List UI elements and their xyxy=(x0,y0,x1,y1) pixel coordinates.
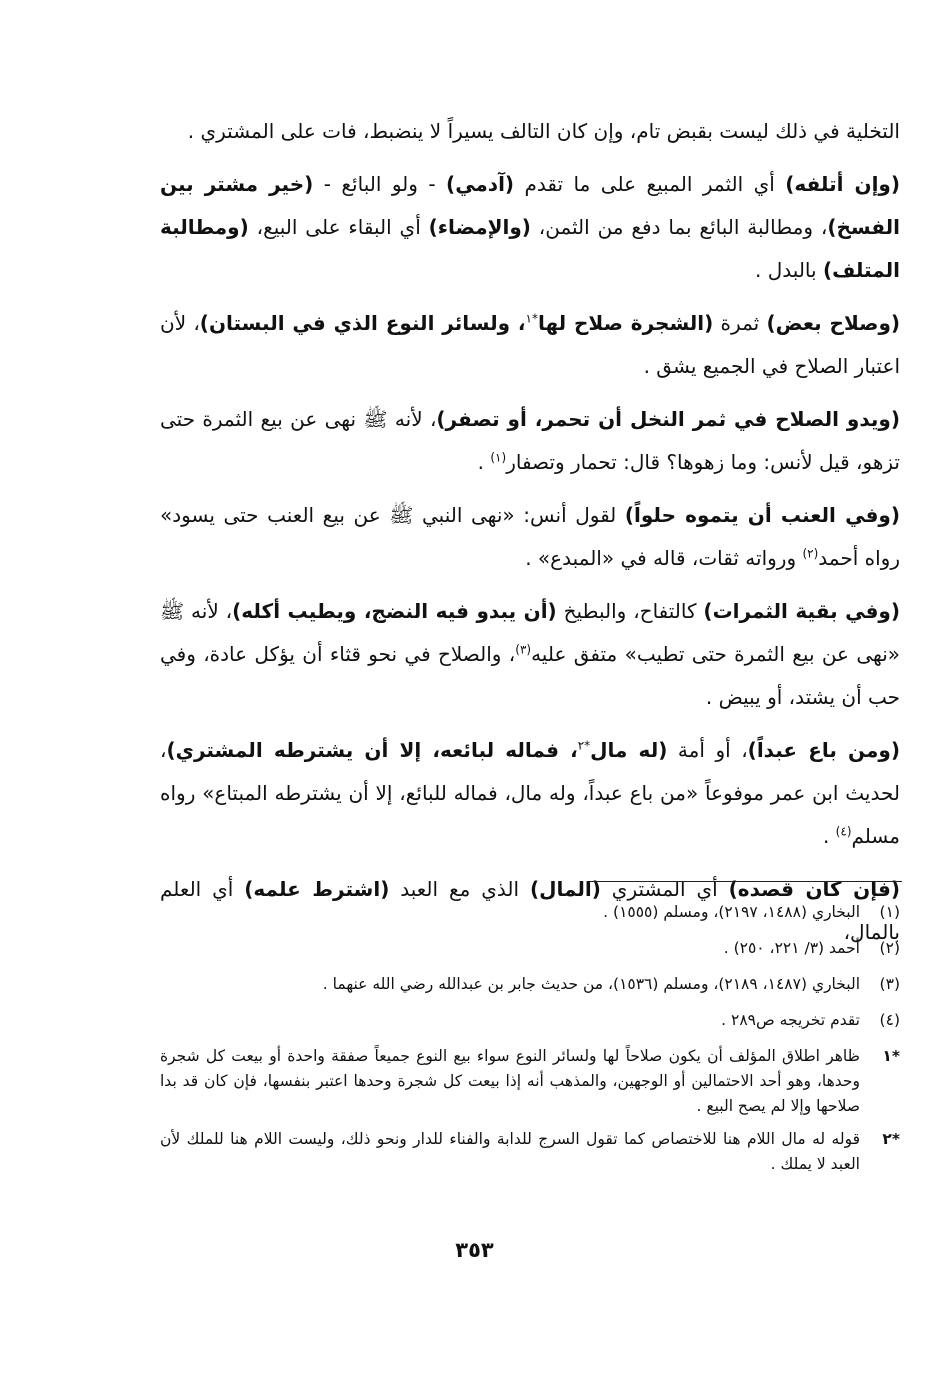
matn-phrase: (ويدو الصلاح في ثمر النخل أن تحمر، أو تصفر) xyxy=(436,407,900,431)
footnote-number: (١) xyxy=(879,903,900,921)
text-run: ورواته ثقات، قاله في «المبدع» . xyxy=(525,546,803,570)
matn-phrase: (وفي بقية الثمرات) xyxy=(703,599,901,623)
text-run: ثمرة xyxy=(713,311,767,335)
matn-phrase: (وفي العنب أن يتموه حلواً) xyxy=(624,503,901,527)
footnotes xyxy=(160,900,900,1185)
footnote-text: تقدم تخريجه ص٢٨٩ . xyxy=(721,1011,860,1029)
text-run: ، لحديث ابن عمر موفوعاً «من باع عبداً، وله مال، فماله للبائع، إلا أن يشترطه المبتاع» رواه مسلم xyxy=(160,738,900,848)
star-note-text: قوله له مال اللام هنا للاختصاص كما تقول السرج للدابة والفناء للدار ونحو ذلك، وليست اللام هنا للملك لأن العبد لا يملك . xyxy=(160,1130,860,1173)
text-run: ، أو أمة xyxy=(667,738,748,762)
footnote-marker[interactable]: (٤) xyxy=(835,824,852,839)
matn-phrase: (والإمضاء) xyxy=(428,215,531,239)
matn-phrase: (فإن كان قصده) xyxy=(728,877,900,901)
matn-phrase: (اشترط علمه) xyxy=(244,877,390,901)
text-run: ، والصلاح في نحو قثاء أن يؤكل عادة، وفي حب أن يشتد، أو يبيض . xyxy=(160,642,900,709)
text-run: . xyxy=(477,450,491,474)
text-run: بالبدل . xyxy=(755,258,823,282)
footnote-marker[interactable]: *١ xyxy=(525,311,538,326)
text-run: كالتفاح، والبطيخ xyxy=(556,599,704,623)
matn-phrase: (وصلاح بعض) xyxy=(766,311,901,335)
page-number: ٣٥٣ xyxy=(455,1238,494,1262)
matn-phrase: (أن يبدو فيه النضج، ويطيب أكله) xyxy=(232,599,557,623)
text-run: أي المشتري xyxy=(600,877,729,901)
footnote xyxy=(160,972,900,997)
text-run: ، لأنه ﷺ «نهى عن بيع الثمرة حتى تطيب» متفق عليه xyxy=(160,599,901,666)
text-run: ، لأنه ﷺ نهى عن بيع الثمرة حتى تزهو، قيل لأنس: وما زهوها؟ قال: تحمار وتصفار xyxy=(160,407,900,474)
matn-phrase: (له مال xyxy=(590,738,668,762)
paragraph-3 xyxy=(160,302,900,388)
footnote-marker[interactable]: *٢ xyxy=(577,738,591,753)
footnote-text: البخاري (١٤٨٧، ٢١٨٩)، ومسلم (١٥٣٦)، من حديث جابر بن عبدالله رضي الله عنهما . xyxy=(322,975,860,993)
footnote-text: البخاري (١٤٨٨، ٢١٩٧)، ومسلم (١٥٥٥) . xyxy=(603,903,860,921)
star-note xyxy=(160,1044,900,1119)
paragraph-1 xyxy=(160,110,900,153)
footnote-marker[interactable]: (٣) xyxy=(515,642,532,657)
text-run: ، ومطالبة البائع بما دفع من الثمن، xyxy=(530,215,828,239)
footnote xyxy=(160,936,900,961)
footnote xyxy=(160,900,900,925)
main-text xyxy=(160,110,900,954)
matn-phrase: (وإن أتلفه) xyxy=(785,172,900,196)
footnote-marker[interactable]: (٢) xyxy=(802,546,819,561)
matn-phrase: (آدمي) xyxy=(446,172,515,196)
matn-phrase: ، فماله لبائعه، إلا أن يشترطه المشتري) xyxy=(166,738,578,762)
star-note-number: *٢ xyxy=(882,1130,900,1148)
text-run: . xyxy=(822,824,836,848)
footnote xyxy=(160,1008,900,1033)
footnote-number: (٢) xyxy=(879,939,900,957)
matn-phrase: (ومن باع عبداً) xyxy=(747,738,901,762)
star-note xyxy=(160,1127,900,1177)
text-run: أي العلم بالمال، xyxy=(160,877,900,944)
footnote-text: أحمد (٣/ ٢٢١، ٢٥٠) . xyxy=(723,939,860,957)
text-run: - ولو البائع - xyxy=(313,172,447,196)
matn-phrase: (خير مشتر بين الفسخ) xyxy=(160,172,900,239)
paragraph-7 xyxy=(160,729,900,858)
footnote-number: (٤) xyxy=(879,1011,900,1029)
matn-phrase: (ومطالبة المتلف) xyxy=(160,215,900,282)
paragraph-2 xyxy=(160,163,900,292)
footnote-marker[interactable]: (١) xyxy=(490,450,507,465)
text-run: الذي مع العبد xyxy=(389,877,530,901)
text-run: التخلية في ذلك ليست بقبض تام، وإن كان التالف يسيراً لا ينضبط، فات على المشتري . xyxy=(187,119,900,143)
text-run: ، لأن اعتبار الصلاح في الجميع يشق . xyxy=(160,311,900,378)
star-note-text: ظاهر اطلاق المؤلف أن يكون صلاحاً لها ولسائر النوع سواء بيع النوع جميعاً صفقة واحدة أو بيعت كل شجرة وحدها، وهو أحد الاحتمالين أو الوجهين، والمذهب أنه إذا بيعت كل شجرة وحدها اعتبر بنفسها، فإن كان قد بدا صلاحها وإلا لم يصح البيع . xyxy=(160,1047,860,1115)
paragraph-4 xyxy=(160,398,900,484)
footnote-separator xyxy=(590,881,902,882)
matn-phrase: (المال) xyxy=(529,877,601,901)
footnote-number: (٣) xyxy=(879,975,900,993)
text-run: أي الثمر المبيع على ما تقدم xyxy=(514,172,786,196)
matn-phrase: ، ولسائر النوع الذي في البستان) xyxy=(199,311,526,335)
text-run: أي البقاء على البيع، xyxy=(248,215,429,239)
star-note-number: *١ xyxy=(882,1047,900,1065)
paragraph-5 xyxy=(160,494,900,580)
text-run: لقول أنس: «نهى النبي ﷺ عن بيع العنب حتى يسود» رواه أحمد xyxy=(160,503,900,570)
paragraph-6 xyxy=(160,590,900,719)
matn-phrase: (الشجرة صلاح لها xyxy=(537,311,714,335)
